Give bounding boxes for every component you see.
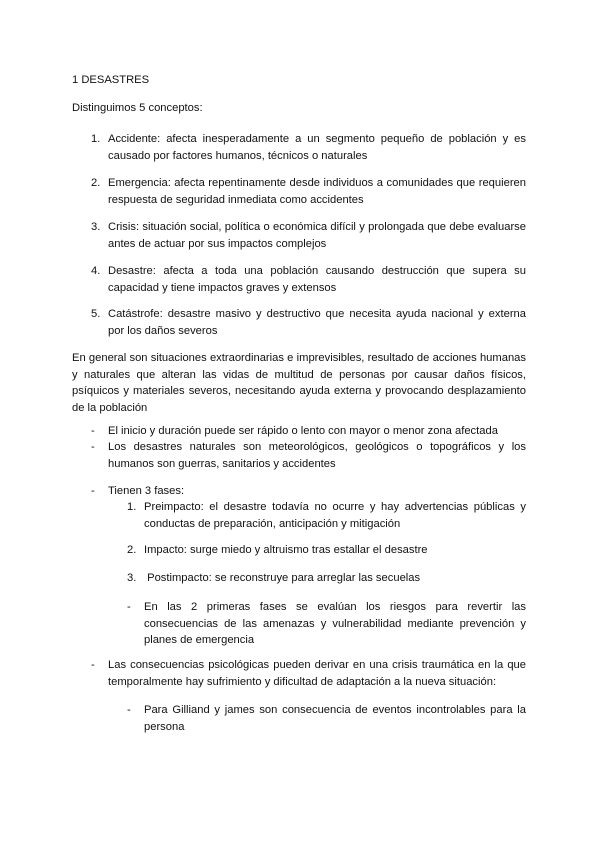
concept-marker: 5. (91, 308, 101, 320)
phase-item: Impacto: surge miedo y altruismo tras estallar el desastre (144, 544, 428, 556)
bullet-marker: - (91, 425, 95, 437)
concept-item: Crisis: situación social, política o económica difícil y prolongada que debe evaluarse antes de actuar por sus impactos complejos (108, 221, 526, 250)
concept-item: Catástrofe: desastre masivo y destructivo que necesita ayuda nacional y externa por los daños severos (108, 308, 526, 337)
section-heading: 1 DESASTRES (72, 74, 150, 86)
bullet-marker: - (91, 485, 95, 497)
concept-marker: 3. (91, 221, 101, 233)
bullet-marker: - (91, 441, 95, 453)
concept-item: Accidente: afecta inesperadamente a un segmento pequeño de población y es causado por factores humanos, técnicos o naturales (108, 133, 526, 162)
phase-marker: 3. (127, 572, 137, 584)
phase-item: En las 2 primeras fases se evalúan los riesgos para revertir las consecuencias de las amenazas y vulnerabilidad mediante prevención y planes de emergencia (144, 601, 526, 646)
general-paragraph: En general son situaciones extraordinarias e imprevisibles, resultado de acciones humanas y naturales que alteran las vidas de multitud de personas por causar daños físicos, psíquicos y materiales severos, necesitando ayuda externa y provocando desplazamiento de la población (72, 352, 526, 414)
phase-marker: 1. (127, 501, 137, 513)
sub-bullet-marker: - (127, 704, 131, 716)
concept-marker: 4. (91, 265, 101, 277)
phase-item: Preimpacto: el desastre todavía no ocurre y hay advertencias públicas y conductas de preparación, anticipación y mitigación (144, 501, 526, 530)
bullet-item: Los desastres naturales son meteorológicos, geológicos o topográficos y los humanos son guerras, sanitarios y accidentes (108, 441, 526, 470)
sub-bullet-item: Para Gilliand y james son consecuencia de eventos incontrolables para la persona (144, 704, 526, 733)
concept-marker: 2. (91, 177, 101, 189)
concept-marker: 1. (91, 133, 101, 145)
consequences-item: Las consecuencias psicológicas pueden derivar en una crisis traumática en la que temporalmente hay sufrimiento y dificultad de adaptación a la nueva situación: (108, 659, 526, 688)
bullet-item: El inicio y duración puede ser rápido o lento con mayor o menor zona afectada (108, 425, 498, 437)
phase-marker: 2. (127, 544, 137, 556)
concept-item: Emergencia: afecta repentinamente desde individuos a comunidades que requieren respuesta de seguridad inmediata como accidentes (108, 177, 526, 206)
bullet-item: Tienen 3 fases: (108, 485, 185, 497)
phase-item: Postimpacto: se reconstruye para arreglar las secuelas (144, 572, 421, 584)
bullet-marker: - (91, 659, 95, 671)
concept-item: Desastre: afecta a toda una población causando destrucción que supera su capacidad y tiene impactos graves y extensos (108, 265, 526, 294)
intro-text: Distinguimos 5 conceptos: (72, 102, 203, 114)
phase-marker: - (127, 601, 131, 613)
